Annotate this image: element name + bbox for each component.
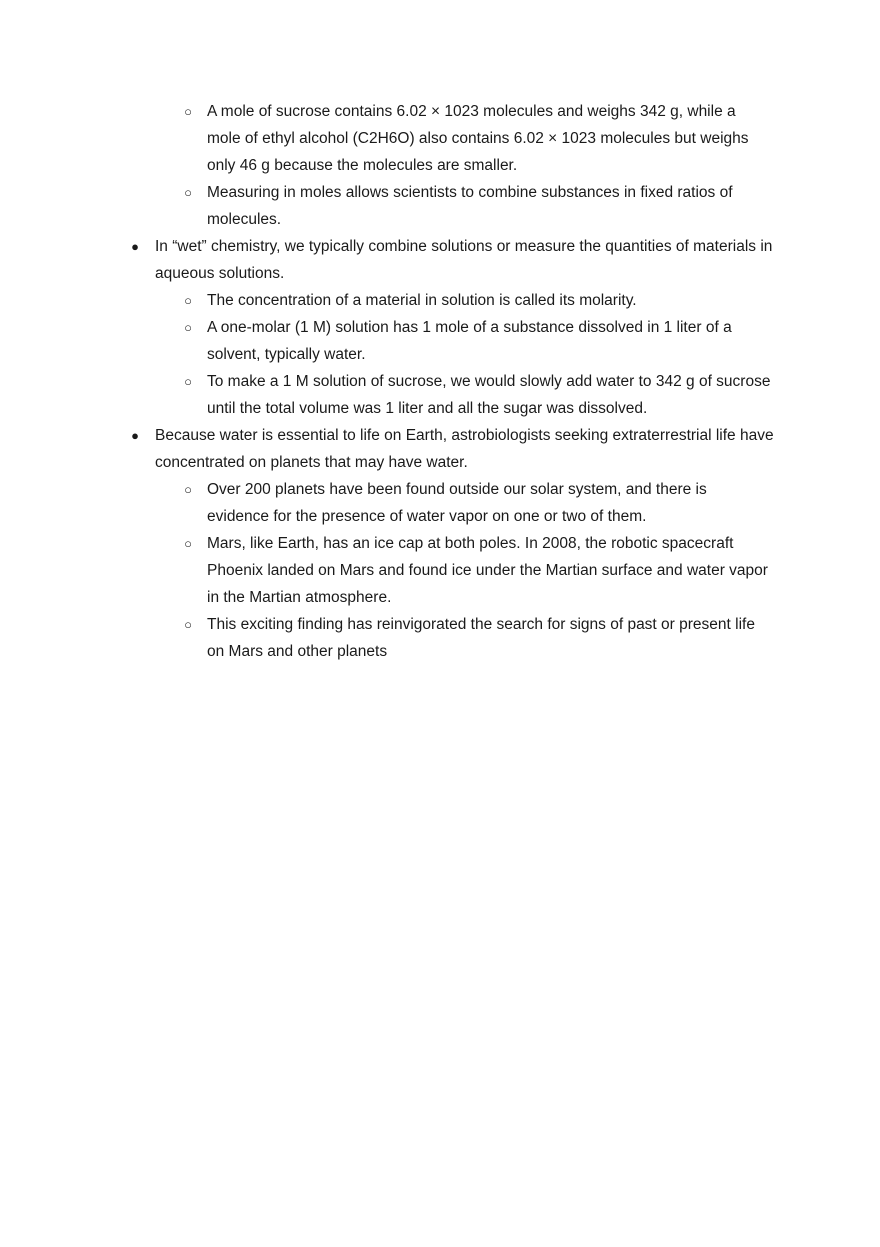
filled-bullet-icon: ● xyxy=(131,428,139,443)
list-item xyxy=(184,611,772,665)
list-item-text: Because water is essential to life on Earth, astrobiologists seeking extraterrestrial life have concentrated on planets that may have water. xyxy=(155,427,774,471)
hollow-bullet-icon: ○ xyxy=(184,617,192,632)
list-item-text: Over 200 planets have been found outside our solar system, and there is evidence for the presence of water vapor on one or two of them. xyxy=(207,481,707,525)
list-item-text: This exciting finding has reinvigorated the search for signs of past or present life on Mars and other planets xyxy=(207,616,755,660)
list-item-text: A mole of sucrose contains 6.02 × 1023 molecules and weighs 342 g, while a mole of ethyl alcohol (C2H6O) also contains 6.02 × 1023 molecules but weighs only 46 g because the molecules are smaller. xyxy=(207,103,749,174)
filled-bullet-icon: ● xyxy=(131,239,139,254)
hollow-bullet-icon: ○ xyxy=(184,374,192,389)
hollow-bullet-icon: ○ xyxy=(184,185,192,200)
bullet-list xyxy=(0,98,880,665)
list-item-text: Mars, like Earth, has an ice cap at both poles. In 2008, the robotic spacecraft Phoenix landed on Mars and found ice under the Martian surface and water vapor in the Martian atmosphere. xyxy=(207,535,768,606)
list-item xyxy=(184,314,772,368)
hollow-bullet-icon: ○ xyxy=(184,293,192,308)
hollow-bullet-icon: ○ xyxy=(184,536,192,551)
list-item xyxy=(184,98,772,179)
list-item xyxy=(184,179,772,233)
list-item-text: The concentration of a material in solution is called its molarity. xyxy=(207,292,637,309)
list-item xyxy=(184,476,772,530)
list-item-text: To make a 1 M solution of sucrose, we would slowly add water to 342 g of sucrose until the total volume was 1 liter and all the sugar was dissolved. xyxy=(207,373,771,417)
list-item-text: Measuring in moles allows scientists to combine substances in fixed ratios of molecules. xyxy=(207,184,733,228)
list-item xyxy=(184,287,772,314)
list-item xyxy=(184,368,772,422)
list-item-text: A one-molar (1 M) solution has 1 mole of a substance dissolved in 1 liter of a solvent, typically water. xyxy=(207,319,732,363)
list-item xyxy=(131,233,775,287)
list-item xyxy=(131,422,775,476)
list-item xyxy=(184,530,772,611)
list-item-text: In “wet” chemistry, we typically combine solutions or measure the quantities of materials in aqueous solutions. xyxy=(155,238,773,282)
hollow-bullet-icon: ○ xyxy=(184,482,192,497)
hollow-bullet-icon: ○ xyxy=(184,104,192,119)
hollow-bullet-icon: ○ xyxy=(184,320,192,335)
